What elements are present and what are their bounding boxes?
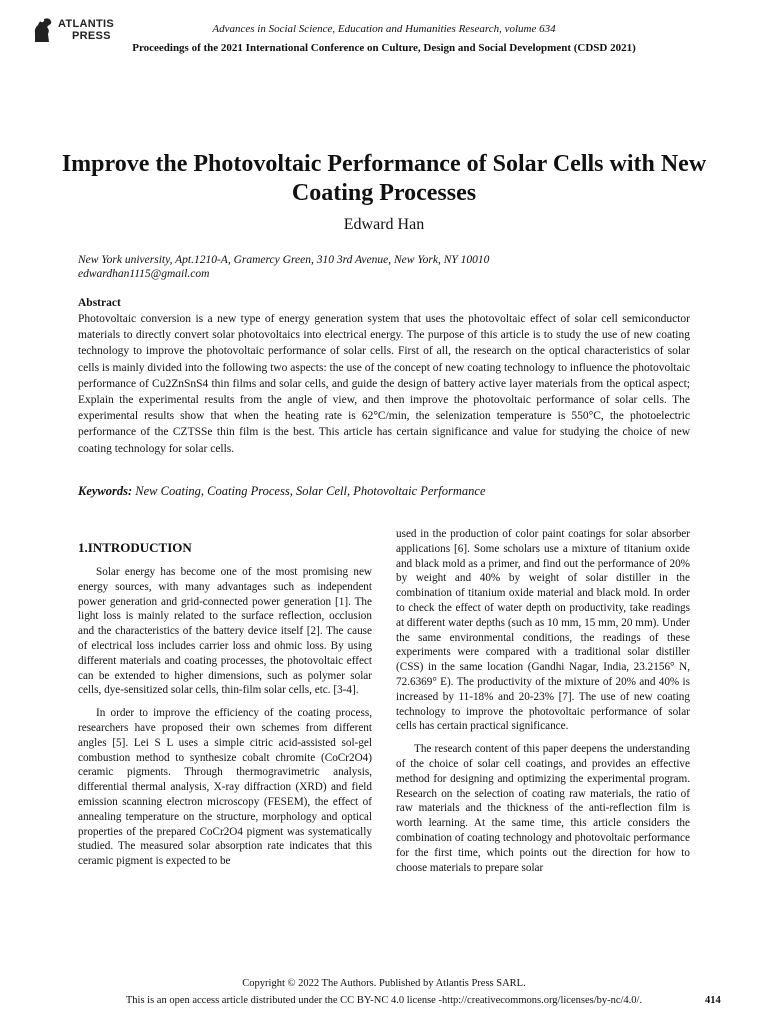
keywords-label: Keywords: [78, 484, 133, 498]
logo-line-1: ATLANTIS [58, 18, 114, 30]
left-column [78, 565, 372, 877]
affiliation-block [78, 253, 698, 281]
author-email[interactable]: edwardhan1115@gmail.com [78, 268, 210, 280]
page-number: 414 [705, 995, 721, 1006]
keywords-text: New Coating, Coating Process, Solar Cell, Photovoltaic Performance [135, 484, 486, 498]
logo-line-2: PRESS [72, 30, 111, 42]
footer-copyright: Copyright © 2022 The Authors. Published by Atlantis Press SARL. [242, 978, 526, 989]
paragraph: used in the production of color paint coatings for solar absorber applications [6]. Some scholars use a mixture of titanium oxide and black mold as a primer, and find out the performance of 20% by weight and 40% by weight of solar distiller in the combination of titanium oxide material and black mold. In order to check the effect of water depth on productivity, take readings at different water depths (such as 10 mm, 15 mm, 20 mm). Under the same environmental conditions, the readings of these experiments were compared with a traditional solar distiller (CSS) in the same location (Gandhi Nagar, India, 23.2156° N, 72.6369° E). The productivity of the mixture of 20% and 40% is increased by 11-18% and 20-23% [7]. The use of new coating technology to improve the photovoltaic performance of solar cells has certain practical significance. [396, 528, 690, 733]
footer-license: This is an open access article distributed under the CC BY-NC 4.0 license -http://creativecommons.org/licenses/by-nc/4.0/. [125, 995, 643, 1006]
abstract-text: Photovoltaic conversion is a new type of energy generation system that uses the photovoltaic effect of solar cell semiconductor materials to directly convert solar photovoltaics into electrical energy. The purpose of this article is to study the use of new coating technology to improve the photovoltaic performance of solar cells. First of all, the research on the optical characteristics of solar cells is mainly divided into the following two aspects: the use of the concept of new coating technology to influence the photovoltaic performance of Cu2ZnSnS4 thin films and solar cells, and guide the design of battery active layer materials from the optical aspect; Explain the experimental results from the angle of view, and then improve the photovoltaic performance of solar cells. The experimental results show that when the heating rate is 62°C/min, the selenization temperature is 550°C, the photoelectric performance of the CZTSSe thin film is the best. This article has certain significance and value for studying the choice of new coating technology for solar cells. [78, 313, 690, 455]
abstract-heading: Abstract [78, 297, 121, 309]
running-header-series: Advances in Social Science, Education and Humanities Research, volume 634 [212, 23, 556, 35]
running-header-proceedings: Proceedings of the 2021 International Conference on Culture, Design and Social Development (CDSD 2021) [132, 42, 636, 54]
paper-title: Improve the Photovoltaic Performance of Solar Cells with New Coating Processes [61, 151, 707, 206]
affiliation: New York university, Apt.1210-A, Gramercy Green, 310 3rd Avenue, New York, NY 10010 [78, 254, 490, 266]
author-name: Edward Han [343, 216, 425, 233]
section-heading: 1.INTRODUCTION [78, 540, 192, 555]
keywords-line [78, 484, 690, 499]
paragraph: In order to improve the efficiency of the coating process, researchers have proposed their own schemes from different angles [5]. Lei S L uses a simple citric acid-assisted sol-gel combustion method to synthesize cobalt chromite (CoCr2O4) ceramic pigments. Through thermogravimetric analysis, differential thermal analysis, X-ray diffraction (XRD) and field emission scanning electron microscopy (FESEM), the effect of annealing temperature on the structure, morphology and optical properties of the prepared CoCr2O4 pigment was systematically studied. The measured solar absorption rate indicates that this ceramic pigment is expected to be [78, 707, 372, 868]
paragraph: Solar energy has become one of the most promising new energy sources, with many advantages such as independent power generation and grid-connected power generation [1]. The light loss is mainly related to the surface reflection, occlusion and the characteristics of the battery device itself [2]. The cause of electrical loss includes carrier loss and ohmic loss. By using different materials and coating processes, the photovoltaic effect can be extended to higher dimensions, such as polymer solar cells, dye-sensitized solar cells, thin-film solar cells, etc. [3-4]. [78, 566, 372, 697]
right-column [396, 527, 690, 883]
paragraph: The research content of this paper deepens the understanding of the choice of solar cell coatings, and provides an effective method for designing and optimizing the experimental program. Research on the selection of coating raw materials, the ratio of raw materials and the thickness of the anti-reflection film is worth learning. At the same time, this article considers the combination of coating technology and photovoltaic performance for the first time, which points out the direction for how to choose materials to prepare solar [396, 743, 690, 874]
